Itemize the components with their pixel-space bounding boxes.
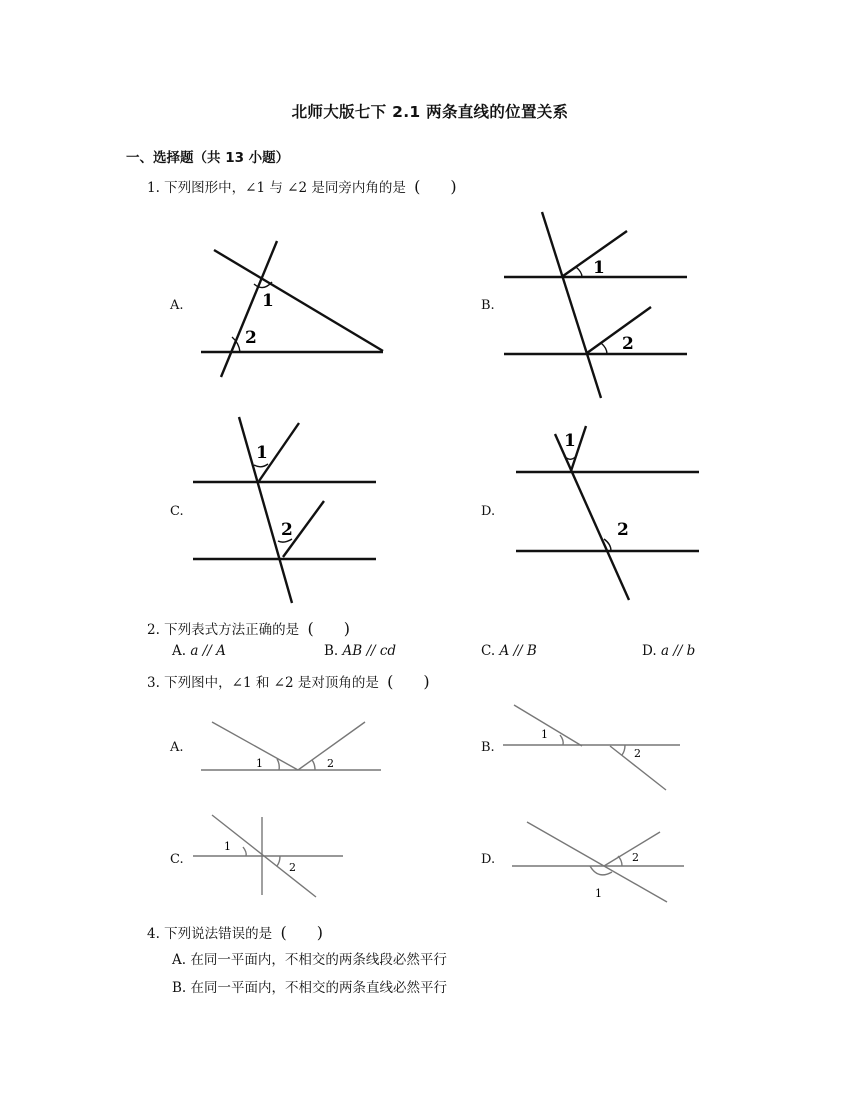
q3b-angle-1-label: 1 — [541, 728, 548, 741]
question-3-stem — [147, 671, 430, 691]
q1c-angle-2-label: 2 — [281, 520, 293, 540]
q2-option-a[interactable] — [172, 643, 226, 659]
q3-figure-a — [201, 722, 381, 770]
option-text: 在同一平面内，不相交的两条直线必然平行 — [190, 980, 448, 996]
q3a-angle-2-label: 2 — [327, 757, 334, 770]
answer-paren-open: ( — [387, 672, 394, 691]
option-expression: a // A — [190, 643, 226, 659]
question-1-text: 1. 下列图形中，∠1 与 ∠2 是同旁内角的是 — [147, 180, 406, 196]
q1a-angle-1-label: 1 — [262, 291, 274, 311]
q3c-angle-2-label: 2 — [289, 861, 296, 874]
answer-paren-close: ) — [343, 619, 350, 638]
option-text: 在同一平面内，不相交的两条线段必然平行 — [190, 952, 447, 968]
q1b-angle-1-label: 1 — [593, 258, 605, 278]
answer-paren-open: ( — [414, 177, 421, 196]
answer-paren-close: ) — [450, 177, 457, 196]
option-expression: A // B — [499, 643, 537, 659]
section-heading: 一、选择题（共 13 小题） — [126, 150, 290, 166]
answer-paren-close: ) — [423, 672, 430, 691]
q1c-angle-1-label: 1 — [256, 443, 268, 463]
q3-option-c-label[interactable]: C. — [170, 852, 184, 867]
q1-option-d-label[interactable]: D. — [481, 504, 496, 519]
q3-option-a-label[interactable]: A. — [170, 740, 184, 755]
answer-paren-close: ) — [316, 923, 323, 942]
q1a-angle-2-label: 2 — [245, 328, 257, 348]
option-letter: B. — [324, 643, 339, 659]
q1-option-c-label[interactable]: C. — [170, 504, 184, 519]
q1-option-b-label[interactable]: B. — [481, 298, 495, 313]
option-letter: B. — [172, 980, 187, 996]
q1-figure-c — [193, 417, 376, 603]
q1-option-a-label[interactable]: A. — [170, 298, 184, 313]
q4-option-a[interactable] — [172, 948, 447, 968]
option-letter: C. — [481, 643, 496, 659]
q1d-angle-2-label: 2 — [617, 520, 629, 540]
q4-option-b[interactable] — [172, 976, 447, 996]
q2-option-d[interactable] — [642, 643, 695, 659]
q1-figure-a — [201, 241, 383, 377]
q1b-angle-2-label: 2 — [622, 334, 634, 354]
q1-figure-d — [516, 426, 699, 600]
q3a-angle-1-label: 1 — [256, 757, 263, 770]
q3-figure-c — [193, 815, 343, 897]
q3-figure-b — [503, 705, 680, 790]
option-expression: AB // cd — [342, 643, 397, 659]
question-4-stem — [147, 922, 323, 942]
q1-figure-b — [504, 212, 687, 398]
q2-option-c[interactable] — [481, 643, 537, 659]
question-2-text: 2. 下列表式方法正确的是 — [147, 622, 300, 638]
page-title: 北师大版七下 2.1 两条直线的位置关系 — [291, 103, 569, 121]
question-2-stem — [147, 618, 350, 638]
option-expression: a // b — [660, 643, 696, 659]
q3b-angle-2-label: 2 — [634, 747, 641, 760]
q3-option-b-label[interactable]: B. — [481, 740, 495, 755]
option-letter: D. — [642, 643, 657, 659]
option-letter: A. — [172, 952, 187, 968]
q2-option-b[interactable] — [324, 643, 396, 659]
q3-option-d-label[interactable]: D. — [481, 852, 496, 867]
answer-paren-open: ( — [280, 923, 287, 942]
question-4-text: 4. 下列说法错误的是 — [147, 926, 273, 942]
q3d-angle-2-label: 2 — [632, 851, 639, 864]
option-letter: A. — [172, 643, 187, 659]
q3c-angle-1-label: 1 — [224, 840, 231, 853]
q3d-angle-1-label: 1 — [595, 887, 602, 900]
q1d-angle-1-label: 1 — [564, 431, 576, 451]
answer-paren-open: ( — [307, 619, 314, 638]
question-3-text: 3. 下列图中，∠1 和 ∠2 是对顶角的是 — [147, 675, 379, 691]
